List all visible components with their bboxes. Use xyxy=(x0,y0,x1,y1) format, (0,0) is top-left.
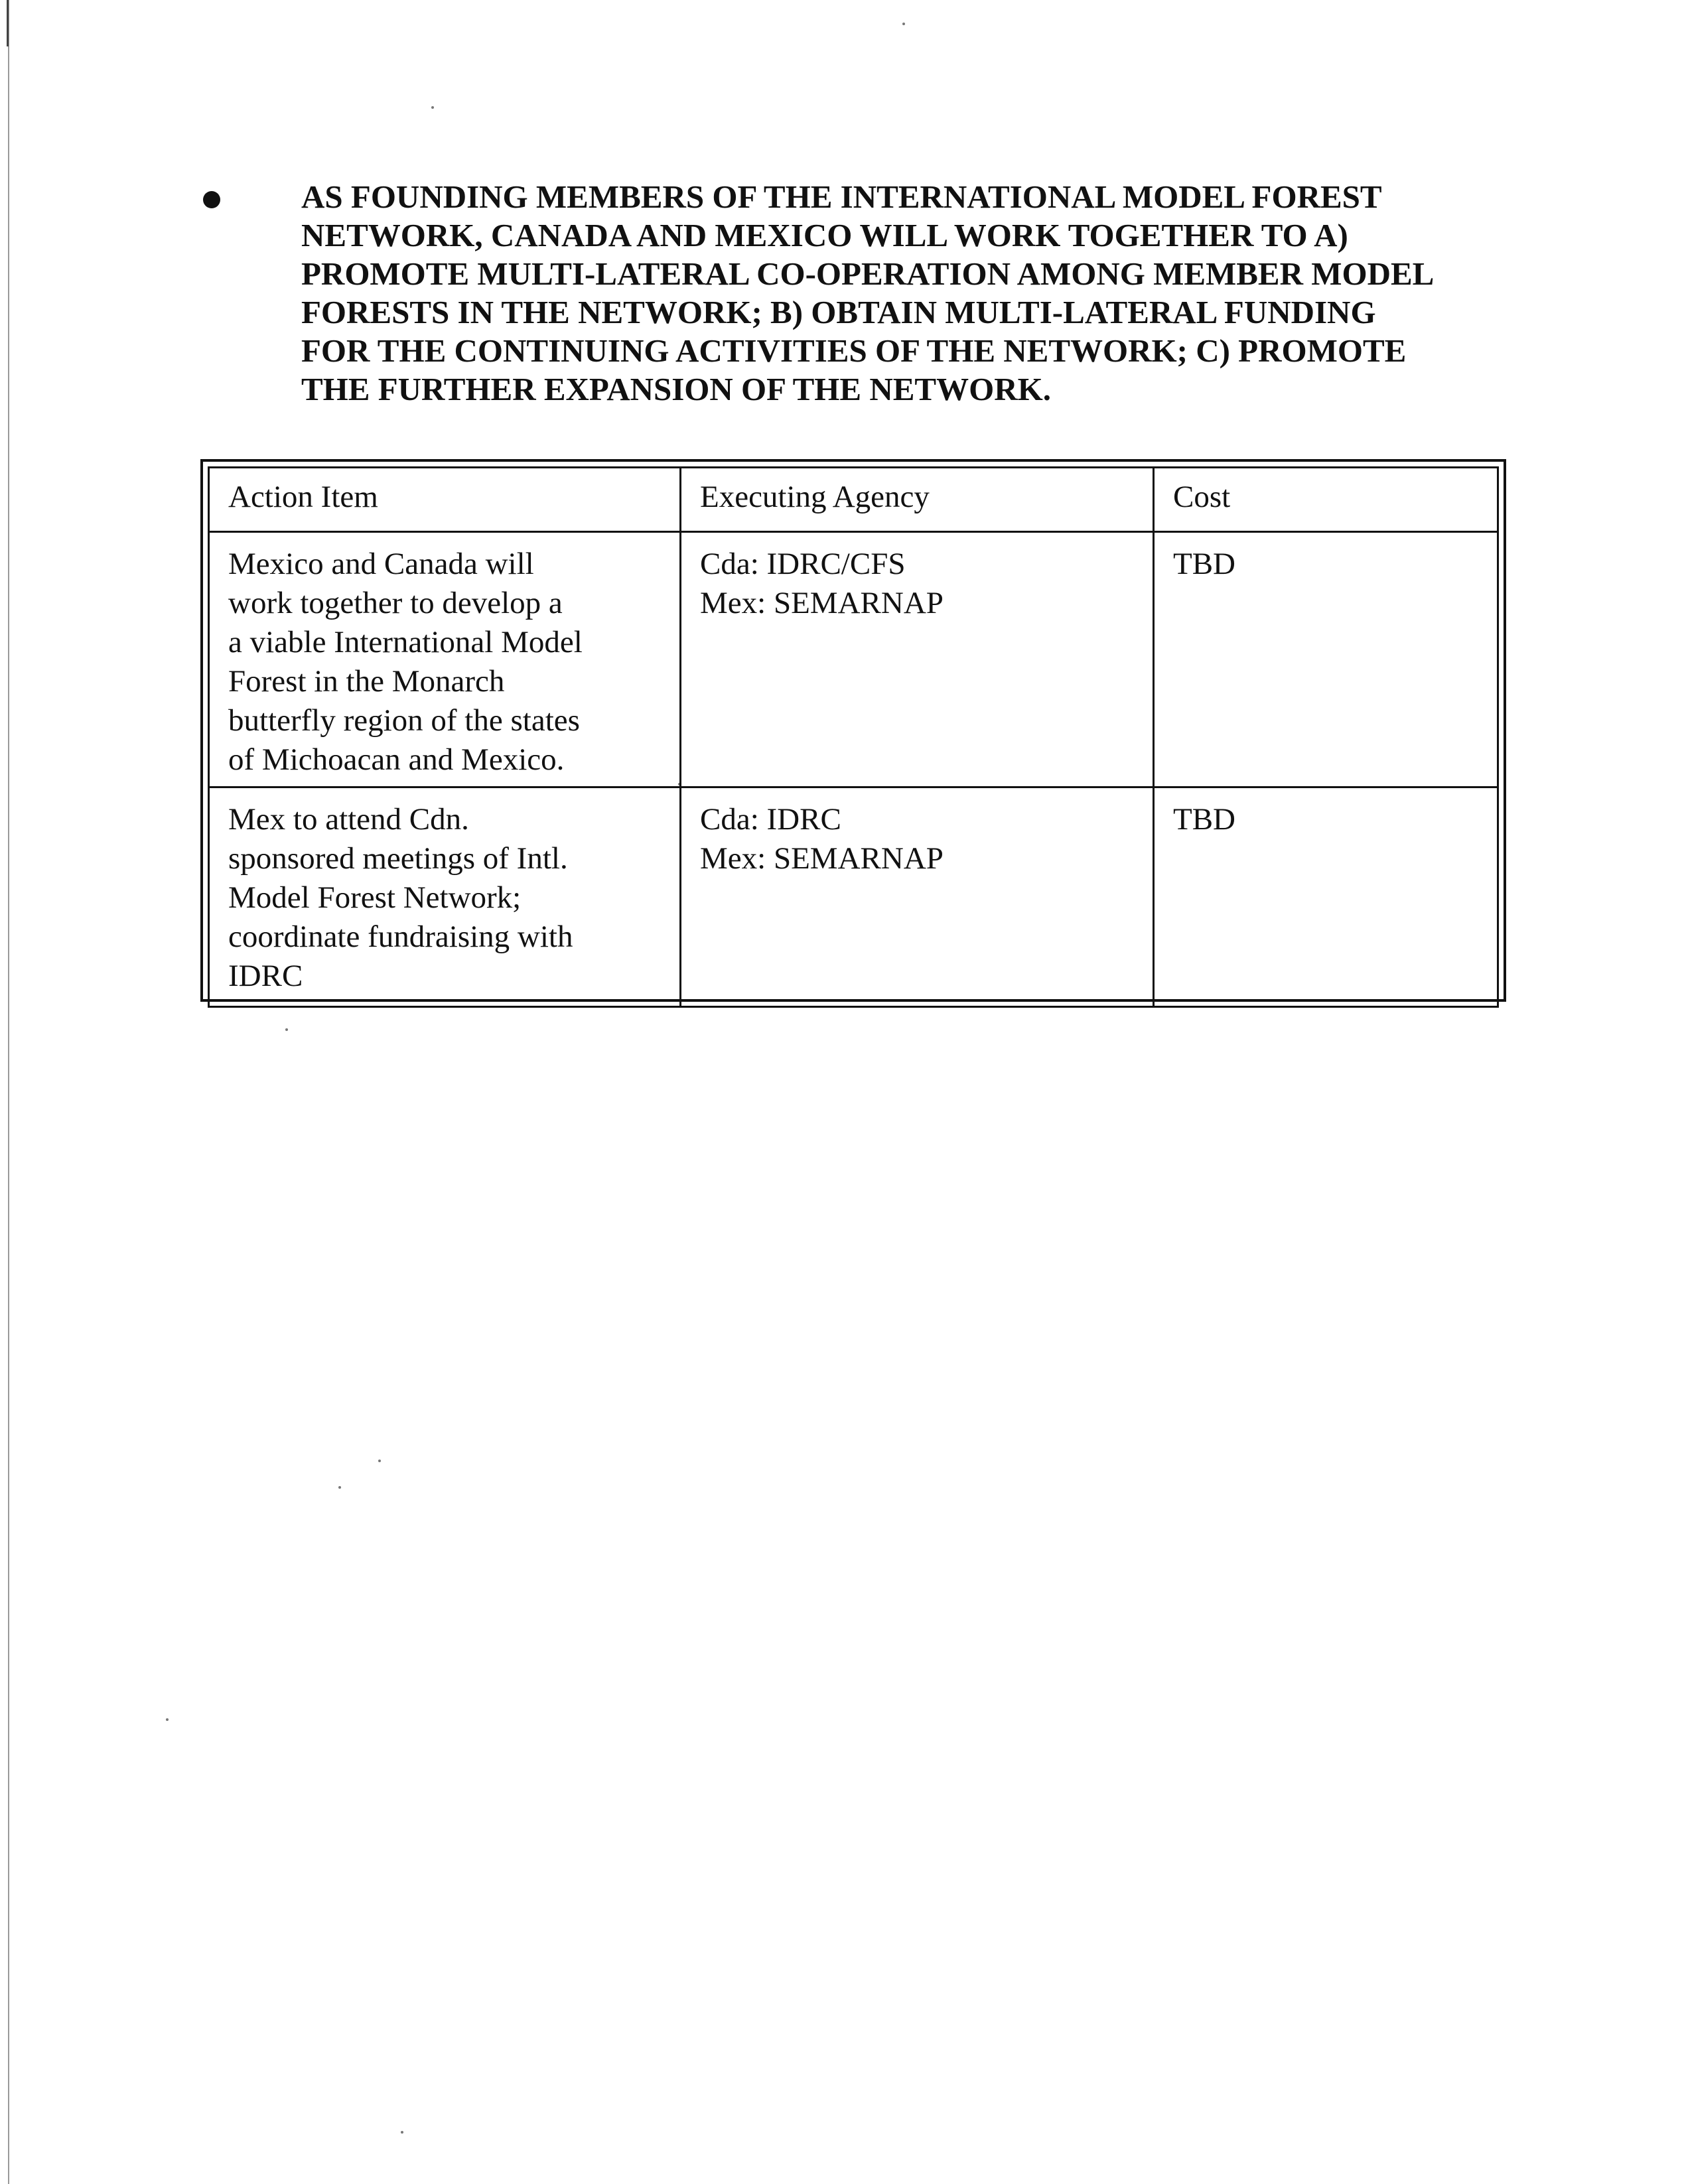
cell-cost: TBD xyxy=(1154,787,1498,1007)
heading-line: FOR THE CONTINUING ACTIVITIES OF THE NETWORK; C) PROMOTE xyxy=(301,332,1407,369)
heading-line: NETWORK, CANADA AND MEXICO WILL WORK TOGETHER TO A) xyxy=(301,217,1348,253)
heading-line: AS FOUNDING MEMBERS OF THE INTERNATIONAL MODEL FOREST xyxy=(301,178,1382,215)
section-heading xyxy=(301,178,1509,409)
table-row xyxy=(209,787,1498,1007)
scan-edge-mark xyxy=(7,0,9,46)
heading-line: THE FURTHER EXPANSION OF THE NETWORK. xyxy=(301,371,1051,407)
scan-speck xyxy=(401,2131,403,2134)
scan-speck xyxy=(902,23,905,25)
header-action-item: Action Item xyxy=(209,468,681,532)
scan-speck xyxy=(166,1718,169,1721)
scan-speck xyxy=(378,1460,381,1462)
header-executing-agency: Executing Agency xyxy=(681,468,1154,532)
action-table xyxy=(208,466,1499,1008)
bullet-icon xyxy=(203,191,220,208)
cell-executing-agency: Cda: IDRC Mex: SEMARNAP xyxy=(681,787,1154,1007)
action-table-frame xyxy=(200,459,1506,1002)
scan-speck xyxy=(431,106,434,109)
cell-executing-agency: Cda: IDRC/CFS Mex: SEMARNAP xyxy=(681,532,1154,787)
scan-speck xyxy=(338,1486,341,1489)
cell-cost: TBD xyxy=(1154,532,1498,787)
scan-edge-line xyxy=(8,0,9,2184)
cell-action-item: Mex to attend Cdn. sponsored meetings of Intl. Model Forest Network; coordinate fundraising with IDRC xyxy=(209,787,681,1007)
scan-speck xyxy=(285,1028,288,1031)
table-row xyxy=(209,532,1498,787)
heading-line: FORESTS IN THE NETWORK; B) OBTAIN MULTI-LATERAL FUNDING xyxy=(301,294,1376,330)
table-header-row xyxy=(209,468,1498,532)
heading-line: PROMOTE MULTI-LATERAL CO-OPERATION AMONG MEMBER MODEL xyxy=(301,255,1435,292)
cell-action-item: Mexico and Canada will work together to develop a a viable International Model Forest in the Monarch butterfly region of the states of Michoacan and Mexico. xyxy=(209,532,681,787)
header-cost: Cost xyxy=(1154,468,1498,532)
